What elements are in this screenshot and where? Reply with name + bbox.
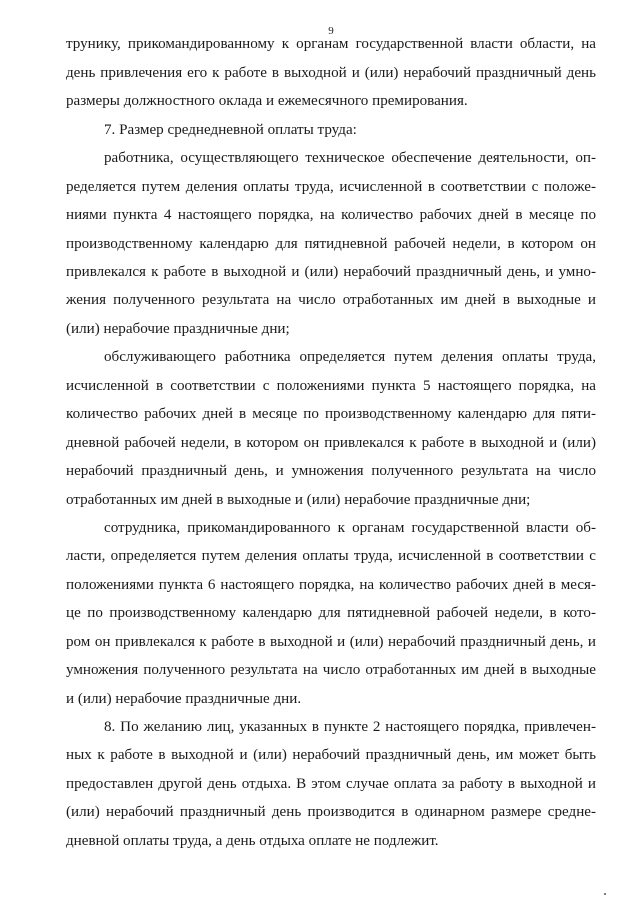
section-8-line: 8. По желанию лиц, указанных в пункте 2 настоящего порядка, привлечен- bbox=[104, 719, 596, 735]
text-line: производственному календарю для пятидневной рабочей недели, в котором он bbox=[66, 236, 596, 252]
text-line: исчисленной в соответствии с положениями пункта 5 настоящего порядка, на bbox=[66, 378, 596, 394]
text-line: (или) нерабочий праздничный день производится в одинарном размере средне- bbox=[66, 804, 596, 820]
text-line: положениями пункта 6 настоящего порядка, на количество рабочих дней в меся- bbox=[66, 577, 596, 593]
scan-speck bbox=[604, 893, 606, 895]
text-line: трунику, прикомандированному к органам государственной власти области, на bbox=[66, 36, 596, 52]
text-line: предоставлен другой день отдыха. В этом случае оплата за работу в выходной и bbox=[66, 776, 596, 792]
text-line: ределяется путем деления оплаты труда, исчисленной в соответствии с положе- bbox=[66, 179, 596, 195]
text-line: размеры должностного оклада и ежемесячного премирования. bbox=[66, 93, 468, 109]
text-line: дневной оплаты труда, а день отдыха оплате не подлежит. bbox=[66, 833, 439, 849]
text-line: работника, осуществляющего техническое обеспечение деятельности, оп- bbox=[104, 150, 596, 166]
text-line: привлекался к работе в выходной и (или) нерабочий праздничный день, и умно- bbox=[66, 264, 596, 280]
text-line: нерабочий праздничный день, и умножения полученного результата на число bbox=[66, 463, 596, 479]
text-line: день привлечения его к работе в выходной и (или) нерабочий праздничный день bbox=[66, 65, 596, 81]
text-line: жения полученного результата на число отработанных им дней в выходные и bbox=[66, 292, 596, 308]
page-number: 9 bbox=[328, 25, 334, 37]
text-line: отработанных им дней в выходные и (или) нерабочие праздничные дни; bbox=[66, 492, 531, 508]
text-line: и (или) нерабочие праздничные дни. bbox=[66, 691, 302, 707]
text-line: це по производственному календарю для пятидневной рабочей недели, в кото- bbox=[66, 605, 596, 621]
section-heading-7: 7. Размер среднедневной оплаты труда: bbox=[104, 122, 357, 138]
text-line: ных к работе в выходной и (или) нерабочий праздничный день, им может быть bbox=[66, 747, 596, 763]
text-line: ласти, определяется путем деления оплаты труда, исчисленной в соответствии с bbox=[66, 548, 596, 564]
text-line: умножения полученного результата на число отработанных им дней в выходные bbox=[66, 662, 596, 678]
text-line: ниями пункта 4 настоящего порядка, на количество рабочих дней в месяце по bbox=[66, 207, 596, 223]
text-line: (или) нерабочие праздничные дни; bbox=[66, 321, 290, 337]
text-line: ром он привлекался к работе в выходной и (или) нерабочий праздничный день, и bbox=[66, 634, 596, 650]
text-line: количество рабочих дней в месяце по производственному календарю для пяти- bbox=[66, 406, 596, 422]
text-line: дневной рабочей недели, в котором он привлекался к работе в выходной и (или) bbox=[66, 435, 596, 451]
text-line: обслуживающего работника определяется путем деления оплаты труда, bbox=[104, 349, 596, 365]
text-line: сотрудника, прикомандированного к органам государственной власти об- bbox=[104, 520, 596, 536]
